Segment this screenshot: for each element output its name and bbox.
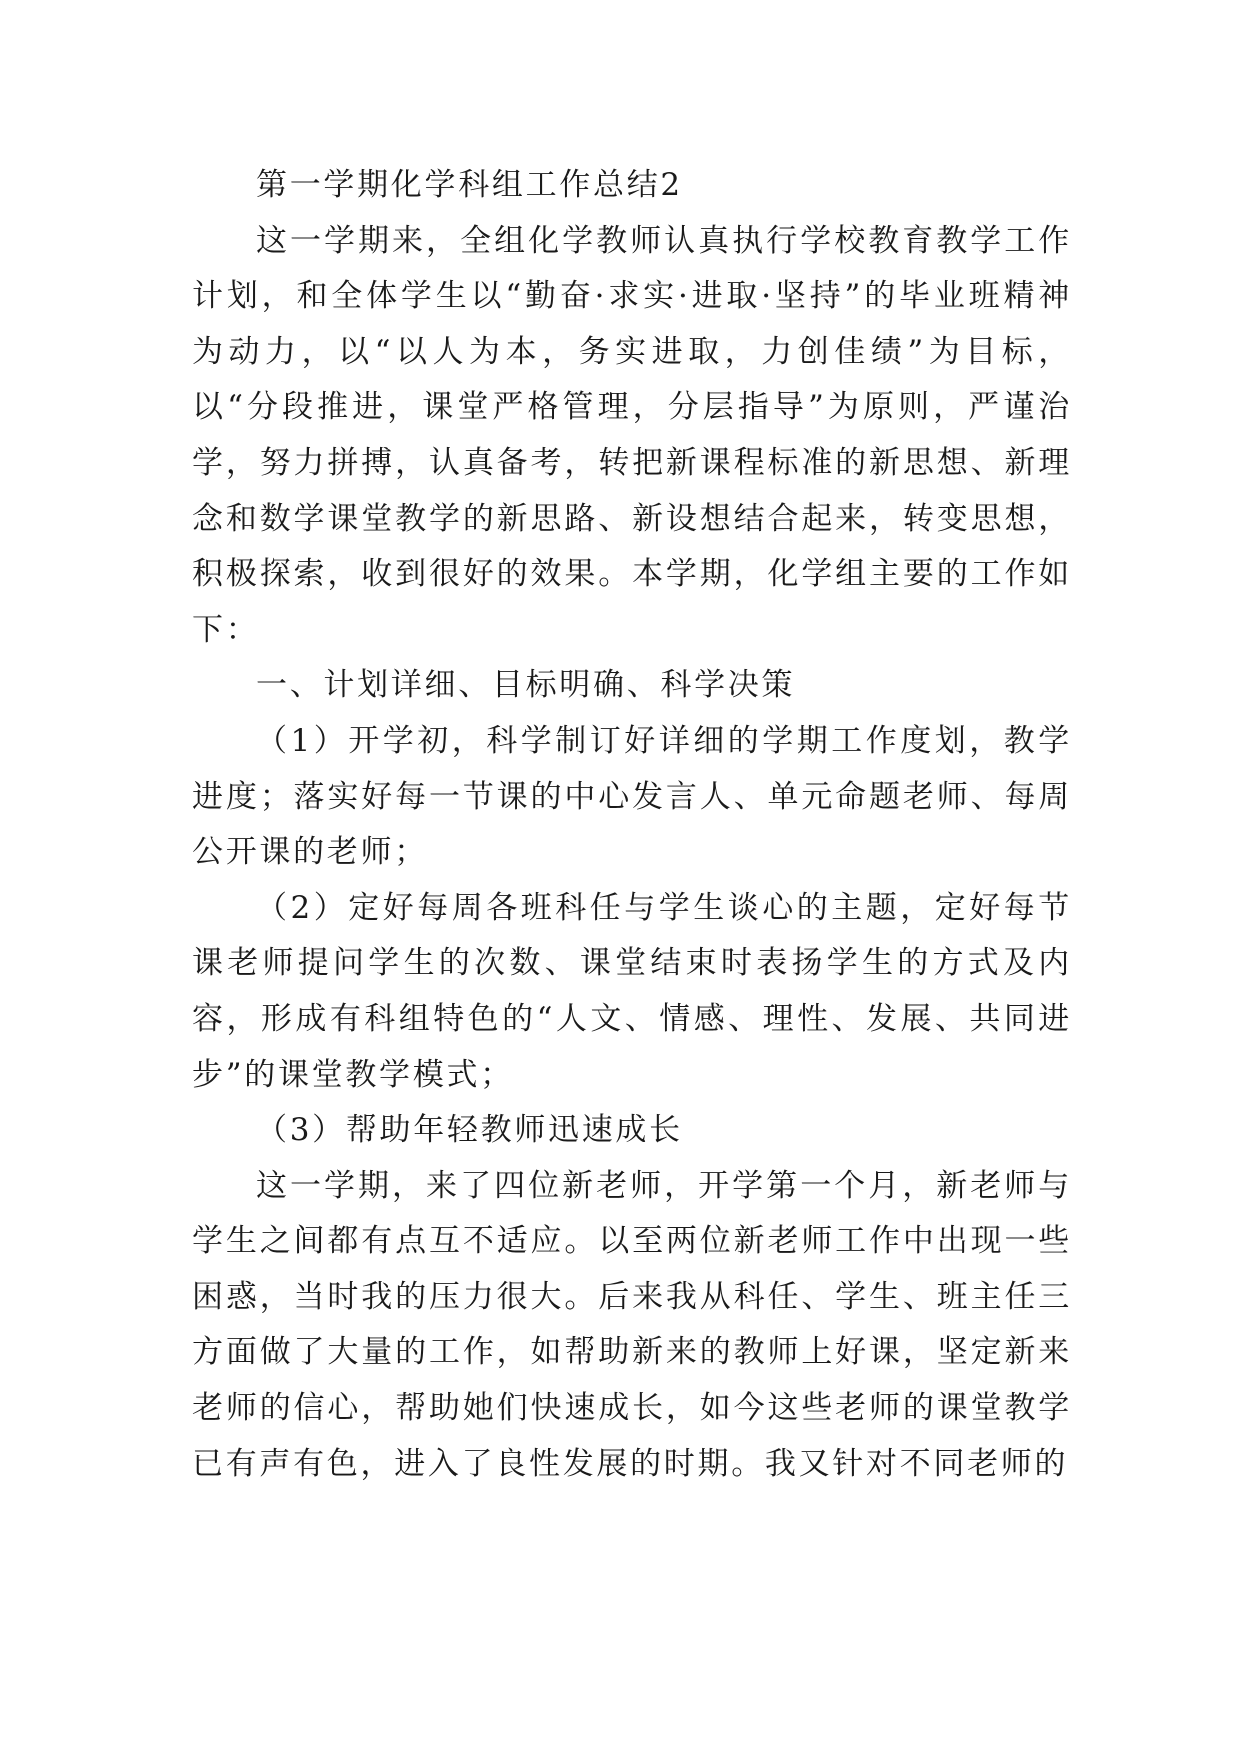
paragraph-intro: 这一学期来，全组化学教师认真执行学校教育教学工作计划，和全体学生以“勤奋·求实·进取·坚持”的毕业班精神为动力，以“以人为本，务实进取，力创佳绩”为目标，以“分段推进，课堂严格管理，分层指导”为原则，严谨治学，努力拼搏，认真备考，转把新课程标准的新思想、新理念和数学课堂教学的新思路、新设想结合起来，转变思想，积极探索，收到很好的效果。本学期，化学组主要的工作如下： (192, 222, 1072, 648)
paragraph-new-teachers: 这一学期，来了四位新老师，开学第一个月，新老师与学生之间都有点互不适应。以至两位新老师工作中出现一些困惑，当时我的压力很大。后来我从科任、学生、班主任三方面做了大量的工作，如帮助新来的教师上好课，坚定新来老师的信心，帮助她们快速成长，如今这些老师的课堂教学已有声有色，进入了良性发展的时期。我又针对不同老师的 (192, 1167, 1072, 1482)
section-heading-1: 一、计划详细、目标明确、科学决策 (256, 667, 796, 704)
paragraph-item-1: （1）开学初，科学制订好详细的学期工作度划，教学进度；落实好每一节课的中心发言人、单元命题老师、每周公开课的老师； (192, 722, 1072, 871)
paragraph-item-2: （2）定好每周各班科任与学生谈心的主题，定好每节课老师提问学生的次数、课堂结束时表扬学生的方式及内容，形成有科组特色的“人文、情感、理性、发展、共同进步”的课堂教学模式； (192, 889, 1072, 1093)
document-body (192, 158, 1072, 1492)
paragraph-item-3: （3）帮助年轻教师迅速成长 (256, 1112, 683, 1149)
document-title: 第一学期化学科组工作总结2 (256, 167, 683, 203)
